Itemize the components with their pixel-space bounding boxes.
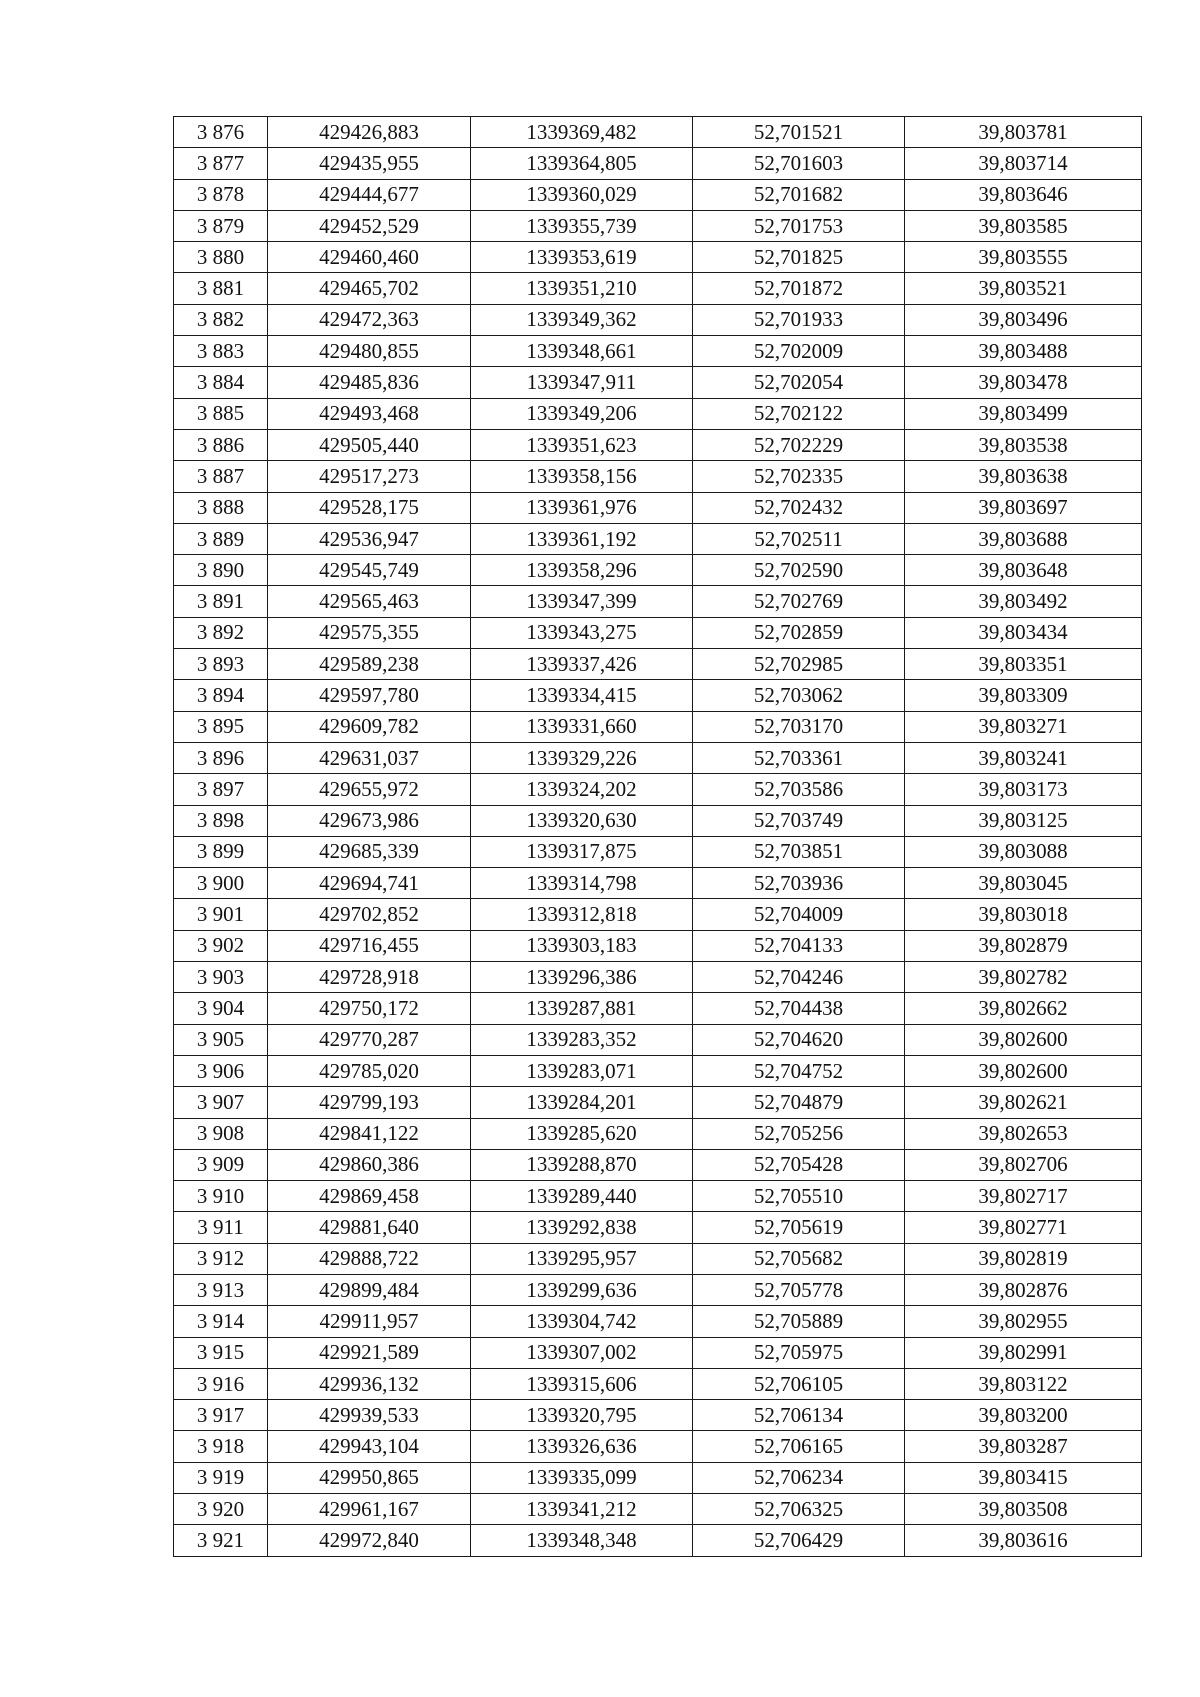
point-number-cell: 3 895 <box>174 711 268 742</box>
table-row <box>174 1274 1142 1305</box>
x-coordinate-cell: 429452,529 <box>268 210 471 241</box>
longitude-cell: 39,803585 <box>905 210 1142 241</box>
longitude-cell: 39,802782 <box>905 962 1142 993</box>
x-coordinate-cell: 429673,986 <box>268 805 471 836</box>
table-row <box>174 805 1142 836</box>
latitude-cell: 52,706429 <box>693 1525 905 1556</box>
table-row <box>174 179 1142 210</box>
longitude-cell: 39,803088 <box>905 836 1142 867</box>
y-coordinate-cell: 1339364,805 <box>471 148 693 179</box>
latitude-cell: 52,701933 <box>693 304 905 335</box>
table-row <box>174 993 1142 1024</box>
table-row <box>174 649 1142 680</box>
latitude-cell: 52,702985 <box>693 649 905 680</box>
table-row <box>174 836 1142 867</box>
longitude-cell: 39,803271 <box>905 711 1142 742</box>
latitude-cell: 52,703170 <box>693 711 905 742</box>
latitude-cell: 52,701753 <box>693 210 905 241</box>
point-number-cell: 3 919 <box>174 1462 268 1493</box>
table-row <box>174 273 1142 304</box>
latitude-cell: 52,706105 <box>693 1368 905 1399</box>
longitude-cell: 39,802771 <box>905 1212 1142 1243</box>
longitude-cell: 39,802653 <box>905 1118 1142 1149</box>
longitude-cell: 39,803616 <box>905 1525 1142 1556</box>
x-coordinate-cell: 429589,238 <box>268 649 471 680</box>
y-coordinate-cell: 1339369,482 <box>471 117 693 148</box>
y-coordinate-cell: 1339315,606 <box>471 1368 693 1399</box>
y-coordinate-cell: 1339326,636 <box>471 1431 693 1462</box>
longitude-cell: 39,803309 <box>905 680 1142 711</box>
point-number-cell: 3 903 <box>174 962 268 993</box>
y-coordinate-cell: 1339320,795 <box>471 1400 693 1431</box>
point-number-cell: 3 921 <box>174 1525 268 1556</box>
y-coordinate-cell: 1339329,226 <box>471 742 693 773</box>
table-row <box>174 1149 1142 1180</box>
x-coordinate-cell: 429435,955 <box>268 148 471 179</box>
latitude-cell: 52,703361 <box>693 742 905 773</box>
table-row <box>174 868 1142 899</box>
table-row <box>174 774 1142 805</box>
table-row <box>174 1462 1142 1493</box>
x-coordinate-cell: 429609,782 <box>268 711 471 742</box>
x-coordinate-cell: 429702,852 <box>268 899 471 930</box>
latitude-cell: 52,701521 <box>693 117 905 148</box>
table-row <box>174 148 1142 179</box>
longitude-cell: 39,803018 <box>905 899 1142 930</box>
longitude-cell: 39,803496 <box>905 304 1142 335</box>
latitude-cell: 52,705682 <box>693 1243 905 1274</box>
latitude-cell: 52,701872 <box>693 273 905 304</box>
table-row <box>174 1118 1142 1149</box>
point-number-cell: 3 914 <box>174 1306 268 1337</box>
longitude-cell: 39,803488 <box>905 336 1142 367</box>
latitude-cell: 52,704133 <box>693 930 905 961</box>
y-coordinate-cell: 1339285,620 <box>471 1118 693 1149</box>
point-number-cell: 3 885 <box>174 398 268 429</box>
x-coordinate-cell: 429545,749 <box>268 555 471 586</box>
point-number-cell: 3 910 <box>174 1181 268 1212</box>
table-row <box>174 711 1142 742</box>
x-coordinate-cell: 429426,883 <box>268 117 471 148</box>
x-coordinate-cell: 429528,175 <box>268 492 471 523</box>
y-coordinate-cell: 1339335,099 <box>471 1462 693 1493</box>
latitude-cell: 52,705975 <box>693 1337 905 1368</box>
longitude-cell: 39,803434 <box>905 617 1142 648</box>
x-coordinate-cell: 429728,918 <box>268 962 471 993</box>
point-number-cell: 3 900 <box>174 868 268 899</box>
point-number-cell: 3 877 <box>174 148 268 179</box>
longitude-cell: 39,802876 <box>905 1274 1142 1305</box>
table-row <box>174 899 1142 930</box>
point-number-cell: 3 898 <box>174 805 268 836</box>
point-number-cell: 3 883 <box>174 336 268 367</box>
point-number-cell: 3 908 <box>174 1118 268 1149</box>
y-coordinate-cell: 1339288,870 <box>471 1149 693 1180</box>
y-coordinate-cell: 1339348,661 <box>471 336 693 367</box>
latitude-cell: 52,704752 <box>693 1055 905 1086</box>
latitude-cell: 52,703749 <box>693 805 905 836</box>
point-number-cell: 3 901 <box>174 899 268 930</box>
longitude-cell: 39,803688 <box>905 523 1142 554</box>
point-number-cell: 3 904 <box>174 993 268 1024</box>
point-number-cell: 3 894 <box>174 680 268 711</box>
x-coordinate-cell: 429631,037 <box>268 742 471 773</box>
y-coordinate-cell: 1339349,206 <box>471 398 693 429</box>
point-number-cell: 3 918 <box>174 1431 268 1462</box>
y-coordinate-cell: 1339283,352 <box>471 1024 693 1055</box>
latitude-cell: 52,705510 <box>693 1181 905 1212</box>
table-row <box>174 398 1142 429</box>
latitude-cell: 52,705256 <box>693 1118 905 1149</box>
point-number-cell: 3 899 <box>174 836 268 867</box>
longitude-cell: 39,803781 <box>905 117 1142 148</box>
point-number-cell: 3 887 <box>174 461 268 492</box>
point-number-cell: 3 905 <box>174 1024 268 1055</box>
x-coordinate-cell: 429517,273 <box>268 461 471 492</box>
latitude-cell: 52,701603 <box>693 148 905 179</box>
latitude-cell: 52,704879 <box>693 1087 905 1118</box>
x-coordinate-cell: 429972,840 <box>268 1525 471 1556</box>
point-number-cell: 3 890 <box>174 555 268 586</box>
longitude-cell: 39,803697 <box>905 492 1142 523</box>
x-coordinate-cell: 429785,020 <box>268 1055 471 1086</box>
latitude-cell: 52,702229 <box>693 429 905 460</box>
longitude-cell: 39,803492 <box>905 586 1142 617</box>
point-number-cell: 3 912 <box>174 1243 268 1274</box>
table-row <box>174 117 1142 148</box>
longitude-cell: 39,803521 <box>905 273 1142 304</box>
point-number-cell: 3 892 <box>174 617 268 648</box>
longitude-cell: 39,803351 <box>905 649 1142 680</box>
latitude-cell: 52,702590 <box>693 555 905 586</box>
y-coordinate-cell: 1339355,739 <box>471 210 693 241</box>
longitude-cell: 39,803122 <box>905 1368 1142 1399</box>
point-number-cell: 3 884 <box>174 367 268 398</box>
y-coordinate-cell: 1339331,660 <box>471 711 693 742</box>
latitude-cell: 52,703936 <box>693 868 905 899</box>
x-coordinate-cell: 429911,957 <box>268 1306 471 1337</box>
y-coordinate-cell: 1339299,636 <box>471 1274 693 1305</box>
point-number-cell: 3 920 <box>174 1494 268 1525</box>
y-coordinate-cell: 1339283,071 <box>471 1055 693 1086</box>
table-row <box>174 367 1142 398</box>
longitude-cell: 39,802955 <box>905 1306 1142 1337</box>
point-number-cell: 3 917 <box>174 1400 268 1431</box>
longitude-cell: 39,803200 <box>905 1400 1142 1431</box>
y-coordinate-cell: 1339358,296 <box>471 555 693 586</box>
x-coordinate-cell: 429888,722 <box>268 1243 471 1274</box>
y-coordinate-cell: 1339351,623 <box>471 429 693 460</box>
longitude-cell: 39,802600 <box>905 1055 1142 1086</box>
table-row <box>174 1181 1142 1212</box>
x-coordinate-cell: 429655,972 <box>268 774 471 805</box>
x-coordinate-cell: 429685,339 <box>268 836 471 867</box>
coordinates-table <box>173 116 1142 1557</box>
y-coordinate-cell: 1339295,957 <box>471 1243 693 1274</box>
y-coordinate-cell: 1339296,386 <box>471 962 693 993</box>
x-coordinate-cell: 429950,865 <box>268 1462 471 1493</box>
point-number-cell: 3 907 <box>174 1087 268 1118</box>
table-row <box>174 210 1142 241</box>
table-row <box>174 930 1142 961</box>
table-row <box>174 742 1142 773</box>
latitude-cell: 52,704009 <box>693 899 905 930</box>
point-number-cell: 3 902 <box>174 930 268 961</box>
latitude-cell: 52,705889 <box>693 1306 905 1337</box>
y-coordinate-cell: 1339317,875 <box>471 836 693 867</box>
latitude-cell: 52,703851 <box>693 836 905 867</box>
y-coordinate-cell: 1339320,630 <box>471 805 693 836</box>
x-coordinate-cell: 429460,460 <box>268 242 471 273</box>
x-coordinate-cell: 429465,702 <box>268 273 471 304</box>
y-coordinate-cell: 1339324,202 <box>471 774 693 805</box>
y-coordinate-cell: 1339334,415 <box>471 680 693 711</box>
y-coordinate-cell: 1339341,212 <box>471 1494 693 1525</box>
longitude-cell: 39,802706 <box>905 1149 1142 1180</box>
x-coordinate-cell: 429860,386 <box>268 1149 471 1180</box>
latitude-cell: 52,702054 <box>693 367 905 398</box>
x-coordinate-cell: 429943,104 <box>268 1431 471 1462</box>
table-row <box>174 555 1142 586</box>
point-number-cell: 3 888 <box>174 492 268 523</box>
table-row <box>174 1431 1142 1462</box>
table-row <box>174 1306 1142 1337</box>
coordinates-table-body <box>174 117 1142 1557</box>
latitude-cell: 52,706234 <box>693 1462 905 1493</box>
table-row <box>174 1368 1142 1399</box>
table-row <box>174 1243 1142 1274</box>
longitude-cell: 39,803287 <box>905 1431 1142 1462</box>
latitude-cell: 52,704246 <box>693 962 905 993</box>
x-coordinate-cell: 429770,287 <box>268 1024 471 1055</box>
latitude-cell: 52,702335 <box>693 461 905 492</box>
point-number-cell: 3 891 <box>174 586 268 617</box>
latitude-cell: 52,706165 <box>693 1431 905 1462</box>
latitude-cell: 52,703586 <box>693 774 905 805</box>
point-number-cell: 3 911 <box>174 1212 268 1243</box>
latitude-cell: 52,706134 <box>693 1400 905 1431</box>
latitude-cell: 52,703062 <box>693 680 905 711</box>
latitude-cell: 52,701682 <box>693 179 905 210</box>
longitude-cell: 39,802662 <box>905 993 1142 1024</box>
point-number-cell: 3 876 <box>174 117 268 148</box>
latitude-cell: 52,702769 <box>693 586 905 617</box>
latitude-cell: 52,704620 <box>693 1024 905 1055</box>
y-coordinate-cell: 1339284,201 <box>471 1087 693 1118</box>
y-coordinate-cell: 1339349,362 <box>471 304 693 335</box>
point-number-cell: 3 916 <box>174 1368 268 1399</box>
latitude-cell: 52,705428 <box>693 1149 905 1180</box>
longitude-cell: 39,803045 <box>905 868 1142 899</box>
point-number-cell: 3 881 <box>174 273 268 304</box>
x-coordinate-cell: 429881,640 <box>268 1212 471 1243</box>
y-coordinate-cell: 1339361,192 <box>471 523 693 554</box>
table-row <box>174 336 1142 367</box>
point-number-cell: 3 906 <box>174 1055 268 1086</box>
x-coordinate-cell: 429939,533 <box>268 1400 471 1431</box>
x-coordinate-cell: 429505,440 <box>268 429 471 460</box>
table-row <box>174 962 1142 993</box>
y-coordinate-cell: 1339304,742 <box>471 1306 693 1337</box>
x-coordinate-cell: 429444,677 <box>268 179 471 210</box>
x-coordinate-cell: 429597,780 <box>268 680 471 711</box>
longitude-cell: 39,803173 <box>905 774 1142 805</box>
y-coordinate-cell: 1339287,881 <box>471 993 693 1024</box>
longitude-cell: 39,803638 <box>905 461 1142 492</box>
point-number-cell: 3 882 <box>174 304 268 335</box>
y-coordinate-cell: 1339351,210 <box>471 273 693 304</box>
y-coordinate-cell: 1339289,440 <box>471 1181 693 1212</box>
x-coordinate-cell: 429899,484 <box>268 1274 471 1305</box>
longitude-cell: 39,803508 <box>905 1494 1142 1525</box>
y-coordinate-cell: 1339314,798 <box>471 868 693 899</box>
table-row <box>174 461 1142 492</box>
x-coordinate-cell: 429841,122 <box>268 1118 471 1149</box>
x-coordinate-cell: 429921,589 <box>268 1337 471 1368</box>
table-row <box>174 1494 1142 1525</box>
x-coordinate-cell: 429485,836 <box>268 367 471 398</box>
x-coordinate-cell: 429750,172 <box>268 993 471 1024</box>
point-number-cell: 3 878 <box>174 179 268 210</box>
y-coordinate-cell: 1339358,156 <box>471 461 693 492</box>
point-number-cell: 3 889 <box>174 523 268 554</box>
x-coordinate-cell: 429493,468 <box>268 398 471 429</box>
longitude-cell: 39,803125 <box>905 805 1142 836</box>
latitude-cell: 52,706325 <box>693 1494 905 1525</box>
table-row <box>174 242 1142 273</box>
point-number-cell: 3 886 <box>174 429 268 460</box>
table-row <box>174 1087 1142 1118</box>
x-coordinate-cell: 429716,455 <box>268 930 471 961</box>
point-number-cell: 3 909 <box>174 1149 268 1180</box>
x-coordinate-cell: 429565,463 <box>268 586 471 617</box>
longitude-cell: 39,803646 <box>905 179 1142 210</box>
table-row <box>174 680 1142 711</box>
y-coordinate-cell: 1339337,426 <box>471 649 693 680</box>
latitude-cell: 52,702432 <box>693 492 905 523</box>
point-number-cell: 3 913 <box>174 1274 268 1305</box>
table-row <box>174 1212 1142 1243</box>
x-coordinate-cell: 429575,355 <box>268 617 471 648</box>
table-row <box>174 1024 1142 1055</box>
y-coordinate-cell: 1339292,838 <box>471 1212 693 1243</box>
table-row <box>174 304 1142 335</box>
y-coordinate-cell: 1339353,619 <box>471 242 693 273</box>
point-number-cell: 3 915 <box>174 1337 268 1368</box>
point-number-cell: 3 896 <box>174 742 268 773</box>
x-coordinate-cell: 429472,363 <box>268 304 471 335</box>
y-coordinate-cell: 1339347,911 <box>471 367 693 398</box>
table-row <box>174 492 1142 523</box>
latitude-cell: 52,702122 <box>693 398 905 429</box>
longitude-cell: 39,802879 <box>905 930 1142 961</box>
y-coordinate-cell: 1339312,818 <box>471 899 693 930</box>
longitude-cell: 39,803538 <box>905 429 1142 460</box>
y-coordinate-cell: 1339343,275 <box>471 617 693 648</box>
x-coordinate-cell: 429480,855 <box>268 336 471 367</box>
longitude-cell: 39,803714 <box>905 148 1142 179</box>
longitude-cell: 39,802991 <box>905 1337 1142 1368</box>
table-row <box>174 429 1142 460</box>
latitude-cell: 52,704438 <box>693 993 905 1024</box>
table-row <box>174 586 1142 617</box>
point-number-cell: 3 880 <box>174 242 268 273</box>
x-coordinate-cell: 429936,132 <box>268 1368 471 1399</box>
y-coordinate-cell: 1339360,029 <box>471 179 693 210</box>
point-number-cell: 3 897 <box>174 774 268 805</box>
longitude-cell: 39,802600 <box>905 1024 1142 1055</box>
latitude-cell: 52,702511 <box>693 523 905 554</box>
latitude-cell: 52,701825 <box>693 242 905 273</box>
table-row <box>174 617 1142 648</box>
longitude-cell: 39,803648 <box>905 555 1142 586</box>
table-row <box>174 1337 1142 1368</box>
x-coordinate-cell: 429869,458 <box>268 1181 471 1212</box>
longitude-cell: 39,803415 <box>905 1462 1142 1493</box>
longitude-cell: 39,802717 <box>905 1181 1142 1212</box>
point-number-cell: 3 879 <box>174 210 268 241</box>
y-coordinate-cell: 1339347,399 <box>471 586 693 617</box>
x-coordinate-cell: 429694,741 <box>268 868 471 899</box>
longitude-cell: 39,802819 <box>905 1243 1142 1274</box>
latitude-cell: 52,702009 <box>693 336 905 367</box>
x-coordinate-cell: 429799,193 <box>268 1087 471 1118</box>
x-coordinate-cell: 429536,947 <box>268 523 471 554</box>
latitude-cell: 52,705619 <box>693 1212 905 1243</box>
y-coordinate-cell: 1339303,183 <box>471 930 693 961</box>
table-row <box>174 1055 1142 1086</box>
y-coordinate-cell: 1339307,002 <box>471 1337 693 1368</box>
latitude-cell: 52,702859 <box>693 617 905 648</box>
y-coordinate-cell: 1339361,976 <box>471 492 693 523</box>
table-row <box>174 523 1142 554</box>
longitude-cell: 39,803241 <box>905 742 1142 773</box>
longitude-cell: 39,803478 <box>905 367 1142 398</box>
longitude-cell: 39,803555 <box>905 242 1142 273</box>
x-coordinate-cell: 429961,167 <box>268 1494 471 1525</box>
table-row <box>174 1400 1142 1431</box>
longitude-cell: 39,803499 <box>905 398 1142 429</box>
y-coordinate-cell: 1339348,348 <box>471 1525 693 1556</box>
latitude-cell: 52,705778 <box>693 1274 905 1305</box>
table-row <box>174 1525 1142 1556</box>
point-number-cell: 3 893 <box>174 649 268 680</box>
longitude-cell: 39,802621 <box>905 1087 1142 1118</box>
